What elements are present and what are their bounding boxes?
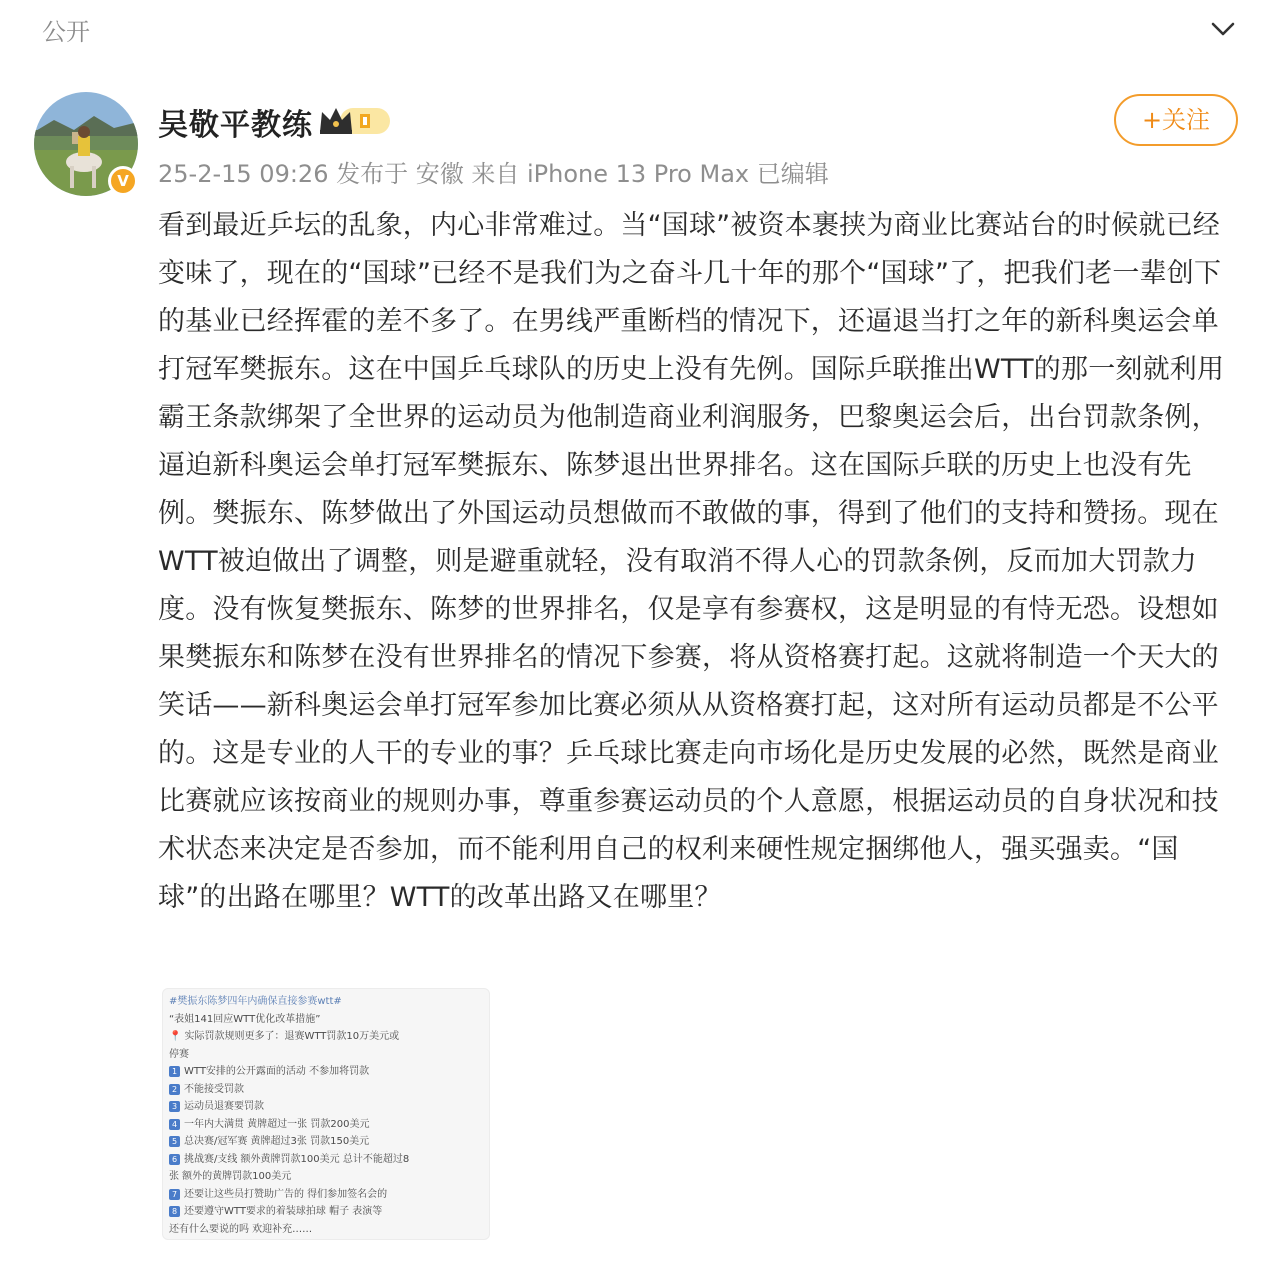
visibility-label: 公开	[42, 18, 90, 46]
attachment-list-item: 8 还要遵守WTT要求的着装球拍球 帽子 表演等	[169, 1203, 483, 1221]
crown-level-icon	[316, 104, 392, 138]
attachment-list-item: 3 运动员退赛要罚款	[169, 1098, 483, 1116]
attachment-footer: 还有什么要说的吗 欢迎补充……	[169, 1223, 313, 1235]
attachment-pin-line-cont: 停赛	[169, 1048, 189, 1060]
attachment-list-item: 4 一年内大满贯 黄牌超过一张 罚款200美元	[169, 1116, 483, 1134]
number-box-icon: 4	[169, 1119, 180, 1130]
post-body: 看到最近乒坛的乱象，内心非常难过。当“国球”被资本裹挟为商业比赛站台的时候就已经变味了，现在的“国球”已经不是我们为之奋斗几十年的那个“国球”了，把我们老一辈创下的基业已经挥霍的差不多了。在男线严重断档的情况下，还逼退当打之年的新科奥运会单打冠军樊振东。这在中国乒乓球队的历史上没有先例。国际乒联推出WTT的那一刻就利用霸王条款绑架了全世界的运动员为他制造商业利润服务，巴黎奥运会后，出台罚款条例，逼迫新科奥运会单打冠军樊振东、陈梦退出世界排名。这在国际乒联的历史上也没有先例。樊振东、陈梦做出了外国运动员想做而不敢做的事，得到了他们的支持和赞扬。现在WTT被迫做出了调整，则是避重就轻，没有取消不得人心的罚款条例，反而加大罚款力度。没有恢复樊振东、陈梦的世界排名，仅是享有参赛权，这是明显的有恃无恐。设想如果樊振东和陈梦在没有世界排名的情况下参赛，将从资格赛打起。这就将制造一个天大的笑话——新科奥运会单打冠军参加比赛必须从从资格赛打起，这对所有运动员都是不公平的。这是专业的人干的专业的事？乒乓球比赛走向市场化是历史发展的必然，既然是商业比赛就应该按商业的规则办事，尊重参赛运动员的个人意愿，根据运动员的自身状况和技术状态来决定是否参加，而不能利用自己的权利来硬性规定捆绑他人，强买强卖。“国球”的出路在哪里？WTT的改革出路又在哪里？	[158, 210, 1225, 913]
attachment-list-item: 2 不能接受罚款	[169, 1081, 483, 1099]
attachment-hashtag[interactable]: #樊振东陈梦四年内确保直接参赛wtt#	[169, 996, 342, 1007]
top-bar	[0, 0, 1278, 56]
attachment-list-item: 5 总决赛/冠军赛 黄牌超过3张 罚款150美元	[169, 1133, 483, 1151]
number-box-icon: 5	[169, 1136, 180, 1147]
number-box-icon: 1	[169, 1066, 180, 1077]
post-meta: 25-2-15 09:26 发布于 安徽 来自 iPhone 13 Pro Max 已编辑	[158, 160, 829, 188]
follow-button[interactable]: +关注	[1114, 94, 1238, 146]
number-box-icon: 6	[169, 1154, 180, 1165]
number-box-icon: 2	[169, 1084, 180, 1095]
number-box-icon: 3	[169, 1101, 180, 1112]
number-box-icon: 8	[169, 1206, 180, 1217]
attachment-list-item-cont: 张 额外的黄牌罚款100美元	[169, 1171, 292, 1182]
number-box-icon: 7	[169, 1189, 180, 1200]
attached-image[interactable]	[162, 988, 490, 1240]
attachment-title: “表姐141回应WTT优化改革措施”	[169, 1013, 321, 1025]
attachment-pin-line: 📍 实际罚款规则更多了：退赛WTT罚款10万美元或	[169, 1031, 400, 1042]
verified-badge-icon: V	[108, 166, 138, 196]
author-name[interactable]: 吴敬平教练	[158, 108, 313, 143]
chevron-down-icon[interactable]	[1208, 14, 1238, 44]
attachment-list-item: 7 还要让这些员打赞助广告的 得们参加签名会的	[169, 1186, 483, 1204]
pin-icon: 📍	[169, 1031, 182, 1042]
attachment-list-item: 1 WTT安排的公开露面的活动 不参加将罚款	[169, 1063, 483, 1081]
attachment-list-item: 6 挑战赛/支线 额外黄牌罚款100美元 总计不能超过8	[169, 1151, 483, 1169]
